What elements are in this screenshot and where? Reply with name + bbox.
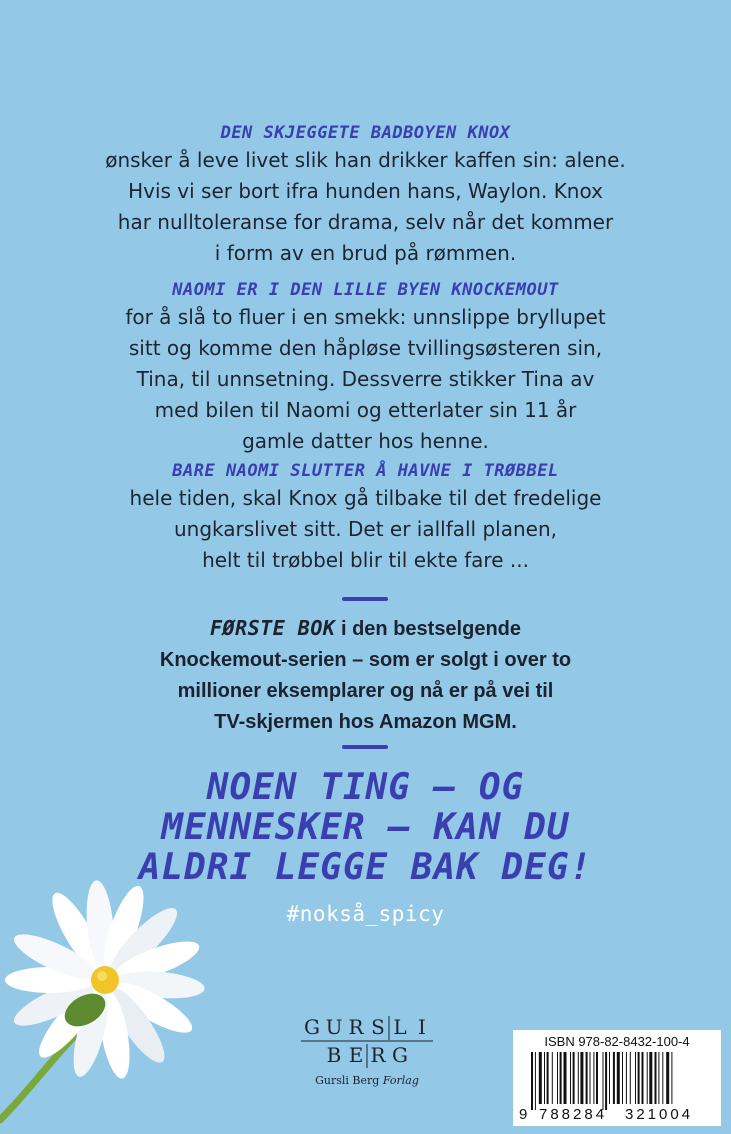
hashtag: #nokså_spicy [286,902,445,926]
barcode-bar [593,1052,594,1104]
barcode-bar [655,1052,657,1104]
publisher-name-suffix: Forlag [382,1074,419,1087]
isbn-barcode [513,1030,721,1126]
barcode-bar [671,1052,672,1104]
barcode-bar [626,1052,627,1104]
barcode-bar [560,1052,562,1104]
barcode-bar [658,1052,659,1104]
barcode-bar [635,1052,636,1104]
promo-line [0,613,731,645]
logo-letter: L [393,1015,407,1039]
logo-letter: B [326,1043,342,1067]
blurb-line: for å slå to fluer i en smekk: unnslippe bryllupet [125,305,606,329]
barcode-bar [531,1052,533,1110]
barcode-bar [557,1052,558,1104]
blurb-line: har nulltoleranse for drama, selv når det kommer [117,210,614,234]
blurb-section-2 [0,280,731,457]
series-promo [0,613,731,738]
promo-line: TV-skjermen hos Amazon MGM. [214,711,517,733]
barcode-bar [535,1052,536,1110]
blurb-heading: NAOMI ER I DEN LILLE BYEN KNOCKEMOUT [172,280,559,300]
blurb-line: Hvis vi ser bort ifra hunden hans, Waylon. Knox [128,179,603,203]
logo-letter: R [348,1015,364,1039]
divider-bottom [342,745,388,749]
divider-top [342,597,388,601]
blurb-line: helt til trøbbel blir til ekte fare ... [202,548,529,572]
barcode-bar [638,1052,640,1104]
tagline-line: NOEN TING – OG [206,767,525,808]
promo-line: Knockemout-serien – som er solgt i over to [159,649,572,671]
blurb-line: gamle datter hos henne. [242,429,489,453]
publisher-name [282,1074,452,1087]
barcode-bar [647,1052,648,1104]
isbn-label: ISBN 978-82-8432-100-4 [544,1034,690,1049]
barcode-bar [578,1052,579,1104]
publisher-logo-mark [292,1012,442,1070]
blurb-line: ungkarslivet sitt. Det er iallfall planen, [173,517,557,541]
barcode-bar [603,1052,604,1110]
barcode-bar [622,1052,623,1104]
barcode-bar [596,1052,598,1104]
blurb-line: i form av en brud på rømmen. [214,241,517,265]
barcode-bar [573,1052,575,1104]
publisher-logo [282,1012,452,1087]
daisy-icon [0,880,220,1134]
blurb-section-3 [0,461,731,576]
barcode-right-group: 321004 [625,1106,694,1123]
barcode-bar [617,1052,620,1104]
blurb-line: hele tiden, skal Knox gå tilbake til det fredelige [129,486,602,510]
logo-letter: S [371,1015,385,1039]
barcode-bar [605,1052,607,1110]
blurb-line: ønsker å leve livet slik han drikker kaffen sin: alene. [105,148,626,172]
barcode-bar [552,1052,553,1104]
barcode-bar [642,1052,644,1104]
logo-letter: G [392,1043,408,1067]
barcode-bar [547,1052,549,1104]
barcode-bar [613,1052,615,1104]
logo-letter: I [418,1015,426,1039]
barcode-first-digit: 9 [519,1106,528,1123]
blurb-heading: DEN SKJEGGETE BADBOYEN KNOX [220,123,511,143]
logo-letter: G [304,1015,320,1039]
blurb-line: Tina, til unnsetning. Dessverre stikker Tina av [136,367,595,391]
barcode-bar [590,1052,591,1104]
barcode-bar [666,1052,669,1104]
logo-letter: E [348,1043,364,1067]
barcode-bar [539,1052,542,1104]
barcode-bar [630,1052,631,1104]
barcode-bar [586,1052,588,1104]
barcode-bar [580,1052,583,1104]
barcode-bar [544,1052,545,1104]
promo-line: millioner eksemplarer og nå er på vei til [177,680,554,702]
blurb-line: med bilen til Naomi og etterlater sin 11 år [154,398,577,422]
logo-letter: R [370,1043,386,1067]
blurb-heading: BARE NAOMI SLUTTER Å HAVNE I TRØBBEL [172,461,559,481]
promo-line-rest: i den bestselgende [335,618,522,640]
tagline [0,768,731,888]
publisher-name-text: Gursli Berg [315,1074,380,1087]
tagline-line: MENNESKER – KAN DU [161,807,570,848]
barcode-bar [570,1052,571,1104]
barcode-bar [609,1052,610,1104]
tagline-line: ALDRI LEGGE BAK DEG! [138,847,593,888]
barcode-left-group: 788284 [539,1106,608,1123]
barcode-bar [564,1052,567,1104]
blurb-section-1 [0,123,731,269]
logo-letter: U [325,1015,343,1039]
barcode-bar [649,1052,652,1104]
barcode-bar [662,1052,663,1104]
promo-emphasis: FØRSTE BOK [209,616,336,640]
blurb-line: sitt og komme den håpløse tvillingsøsteren sin, [128,336,603,360]
